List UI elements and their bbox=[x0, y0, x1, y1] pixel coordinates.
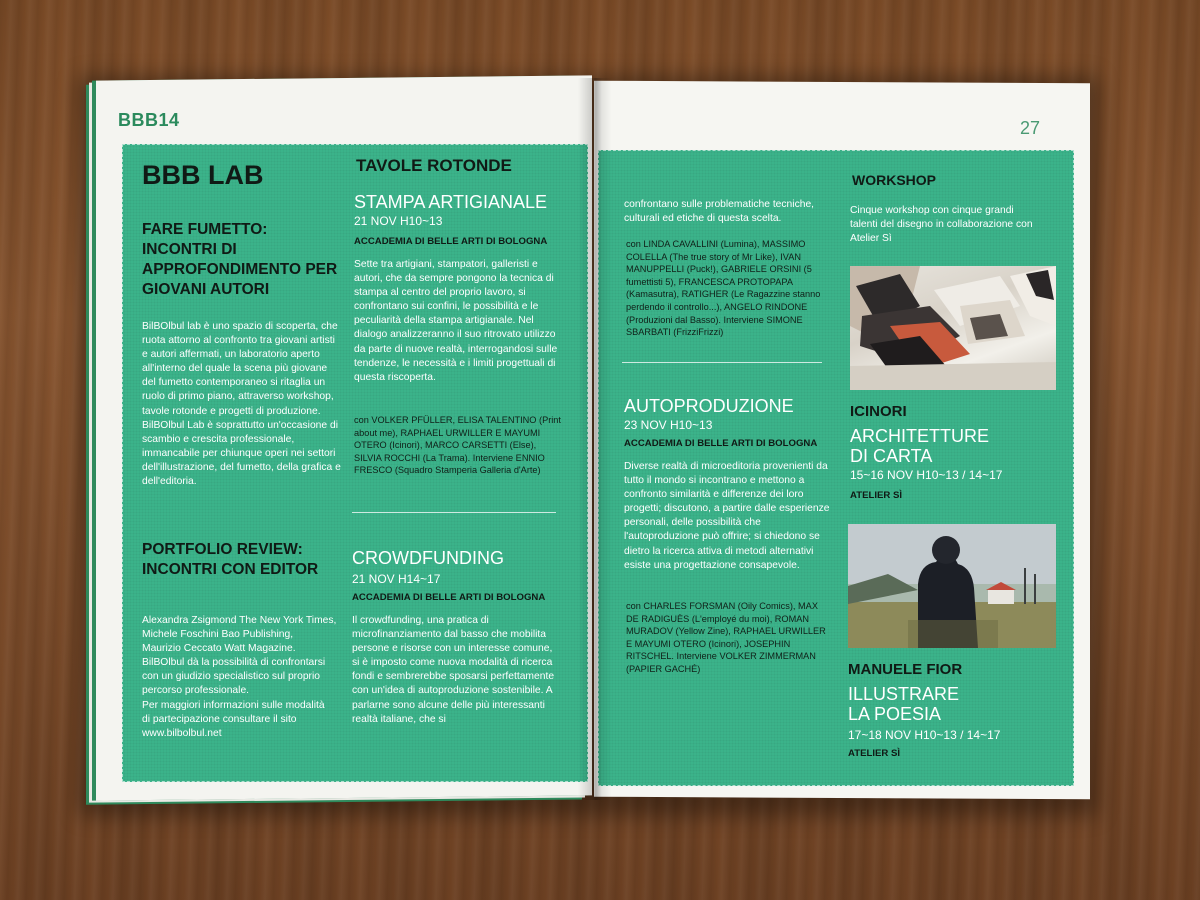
portfolio-line: Michele Foschini Bao Publishing, bbox=[142, 629, 294, 641]
portfolio-title: PORTFOLIO REVIEW: INCONTRI CON EDITOR bbox=[142, 541, 319, 578]
portfolio-line: www.bilbolbul.net bbox=[142, 727, 222, 739]
painted-landscape-figure bbox=[848, 524, 1056, 648]
left-header: BBB14 bbox=[118, 110, 180, 130]
fior-artist: MANUELE FIOR bbox=[848, 661, 963, 678]
portfolio-body bbox=[142, 614, 342, 741]
portfolio-line: BilBOlbul dà la possibilità di confrontarsi bbox=[142, 657, 326, 669]
continued-body: confrontano sulle problematiche tecniche, culturali ed etiche di questa scelta. bbox=[624, 199, 815, 225]
fare-fumetto-title: FARE FUMETTO: INCONTRI DI APPROFONDIMENTO PER GIOVANI AUTORI bbox=[142, 221, 338, 298]
bbb-lab-title: BBB LAB bbox=[142, 160, 264, 190]
autoproduzione-title: AUTOPRODUZIONE bbox=[624, 396, 794, 416]
icinori-place: ATELIER SÌ bbox=[850, 490, 903, 501]
portfolio-line: Per maggiori informazioni sulle modalità bbox=[142, 699, 325, 711]
fior-illustration bbox=[848, 524, 1056, 648]
paper-sculpture-illustration bbox=[850, 266, 1056, 390]
fior-title-2: LA POESIA bbox=[848, 704, 942, 724]
autoproduzione-place: ACCADEMIA DI BELLE ARTI DI BOLOGNA bbox=[624, 438, 818, 449]
autoproduzione-body: Diverse realtà di microeditoria provenienti da tutto il mondo si incontrano e mettono a confronto similarità e differenze dei loro progetti; discutono, a partire dalle esperienze personali, delle possibilità che l'autoproduzione può offrire; si chiedono se dietro la ricerca attiva di metodi alternativi esiste una progettazione consapevole. bbox=[624, 461, 830, 571]
divider bbox=[622, 362, 822, 363]
autoproduzione-date: 23 NOV H10~13 bbox=[624, 418, 713, 432]
tavole-rotonde-title: TAVOLE ROTONDE bbox=[356, 156, 512, 175]
crowdfunding-title: CROWDFUNDING bbox=[352, 548, 504, 568]
icinori-date: 15~16 NOV H10~13 / 14~17 bbox=[850, 468, 1003, 482]
workshop-body: Cinque workshop con cinque grandi talenti del disegno in collaborazione con Atelier Sì bbox=[850, 205, 1033, 245]
crowdfunding-place: ACCADEMIA DI BELLE ARTI DI BOLOGNA bbox=[352, 592, 546, 603]
page-number: 27 bbox=[1020, 118, 1041, 138]
stampa-body: Sette tra artigiani, stampatori, galleristi e autori, che da sempre pongono la tecnica di stampa al centro del proprio lavoro, si confrontano sui confini, le possibilità e le peculiarità della stampa artigianale. Nel dialogo analizzeranno il suo ritrovato utilizzo da parte di nuove realtà, interrogandosi sulle tendenze, le necessità e i limiti progettuali di questa riscoperta. bbox=[354, 259, 558, 383]
icinori-title-1: ARCHITETTURE bbox=[850, 426, 989, 446]
fare-fumetto-body: BilBOlbul lab è uno spazio di scoperta, che ruota attorno al confronto tra giovani artisti e autori affermati, un laboratorio aperto all'interno del quale la scena più giovane del fumetto contemporaneo si ritaglia un ruolo di primo piano, attraverso workshop, tavole rotonde e progetti di produzione. BilBOlbul Lab è soprattutto un'occasione di scambio e crescita professionale, immancabile per chiunque operi nei settori dell'illustrazione, del fumetto, della grafica e dell'editoria. bbox=[142, 321, 341, 488]
continued-guests: con LINDA CAVALLINI (Lumina), MASSIMO COLELLA (The true story of Mr Like), IVAN MANUPPELLI (Puck!), GABRIELE ORSINI (5 fumettisti 5), FRANCESCA PROTOPAPA (Kamasutra), RATIGHER (Le Ragazzine stanno perdendo il controllo...), ANGELO RINDONE (Produzioni dal Basso). Interviene SIMONE SBARBATI (FrizziFrizzi) bbox=[626, 239, 821, 338]
icinori-title-2: DI CARTA bbox=[850, 446, 933, 466]
stampa-guests: con VOLKER PFÜLLER, ELISA TALENTINO (Print about me), RAPHAEL URWILLER E MAYUMI OTERO (Icinori), MARCO CARSETTI (Else), SILVIA ROCCHI (La Trama). Interviene ENNIO FRESCO (Squadro Stamperia Galleria d'Arte) bbox=[354, 415, 561, 476]
portfolio-line: Alexandra Zsigmond The New York Times, bbox=[142, 615, 337, 626]
stampa-place: ACCADEMIA DI BELLE ARTI DI BOLOGNA bbox=[354, 236, 548, 247]
stampa-date: 21 NOV H10~13 bbox=[354, 214, 443, 228]
autoproduzione-guests: con CHARLES FORSMAN (Oily Comics), MAX DE RADIGUÈS (L'employé du moi), ROMAN MURADOV (Yellow Zine), RAPHAEL URWILLER E MAYUMI OTERO (Icinori), JOSEPHIN RITSCHEL. Interviene VOLKER ZIMMERMAN (PAPIER GACHÉ) bbox=[626, 601, 826, 674]
icinori-artist: ICINORI bbox=[850, 403, 907, 420]
portfolio-line: di partecipazione consultare il sito bbox=[142, 713, 297, 725]
portfolio-line: Maurizio Ceccato Watt Magazine. bbox=[142, 643, 296, 655]
crowdfunding-body: Il crowdfunding, una pratica di microfinanziamento dal basso che mobilita persone e risorse con un interesse comune, si è imposto come nuova modalità di ricerca fondi e sembrerebbe sposarsi perfettamente con un'idea di autoproduzione sostenibile. A parlarne sono alcune delle più interessanti realtà italiane, che si bbox=[352, 615, 555, 725]
portfolio-line: con un giudizio specialistico sul proprio bbox=[142, 671, 321, 683]
icinori-paper-architecture-photo bbox=[850, 266, 1056, 390]
stampa-title: STAMPA ARTIGIANALE bbox=[354, 192, 548, 212]
fior-title-1: ILLUSTRARE bbox=[848, 684, 960, 704]
fior-place: ATELIER SÌ bbox=[848, 748, 901, 759]
divider bbox=[352, 512, 556, 513]
portfolio-line: percorso professionale. bbox=[142, 685, 250, 697]
crowdfunding-date: 21 NOV H14~17 bbox=[352, 572, 441, 586]
fior-date: 17~18 NOV H10~13 / 14~17 bbox=[848, 728, 1001, 742]
workshop-title: WORKSHOP bbox=[852, 172, 936, 188]
